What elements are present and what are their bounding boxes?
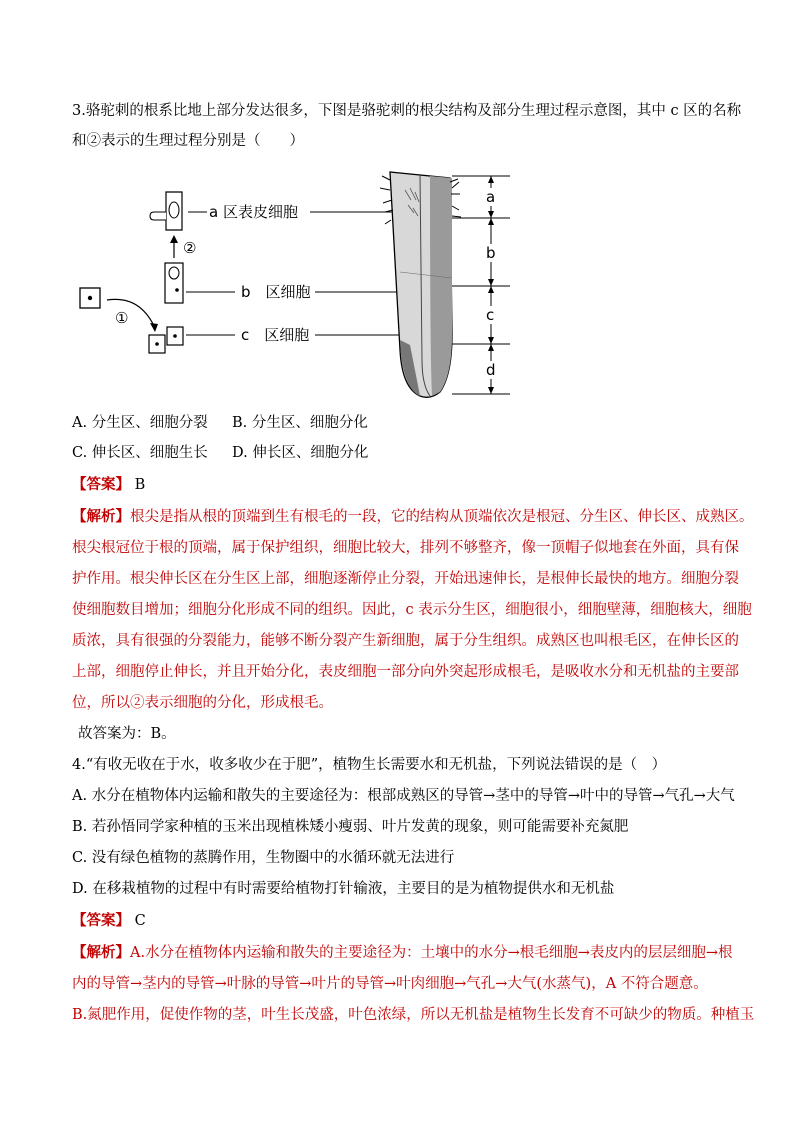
q3-answer-tag: 【答案】 (72, 476, 130, 493)
q4-analysis-line1: 【解析】A.水分在植物体内运输和散失的主要途径为：土壤中的水分→根毛细胞→表皮内的层层细胞→根 (72, 944, 733, 961)
q3-analysis-line4: 使细胞数目增加；细胞分化形成不同的组织。因此，c 表示分生区，细胞很小，细胞壁薄，细胞核大，细胞 (72, 602, 752, 618)
label-c-cell: c 区细胞 (241, 326, 310, 344)
zone-c-label: c (486, 306, 495, 324)
q3-analysis-line5: 质浓，具有很强的分裂能力，能够不断分裂产生新细胞，属于分生组织。成熟区也叫根毛区，在伸长区的 (72, 633, 739, 649)
q3-option-d: D. 伸长区、细胞分化 (232, 445, 369, 461)
label-num2: ② (183, 239, 197, 257)
zone-b-label: b (486, 244, 496, 262)
q4-analysis-tag: 【解析】 (72, 944, 130, 961)
q3-analysis-line6: 上部，细胞停止伸长，并且开始分化，表皮细胞一部分向外突起形成根毛，是吸收水分和无机盐的主要部 (72, 664, 739, 680)
q4-option-b: B. 若孙悟同学家种植的玉米出现植株矮小瘦弱、叶片发黄的现象，则可能需要补充氮肥 (72, 819, 629, 835)
q4-option-d: D. 在移栽植物的过程中有时需要给植物打针输液，主要目的是为植物提供水和无机盐 (72, 881, 615, 897)
q4-option-a: A. 水分在植物体内运输和散失的主要途径为：根部成熟区的导管→茎中的导管→叶中的导管→气孔→大气 (72, 788, 735, 804)
cell-b (165, 263, 183, 303)
zone-a-label: a (486, 188, 496, 206)
q3-stem-line2: 和②表示的生理过程分别是（ ） (72, 133, 304, 149)
q4-analysis-line3: B.氮肥作用，促使作物的茎，叶生长茂盛，叶色浓绿，所以无机盐是植物生长发育不可缺少的物质。种植玉 (72, 1007, 755, 1023)
q3-stem-line1: 3.骆驼刺的根系比地上部分发达很多，下图是骆驼刺的根尖结构及部分生理过程示意图，其中 c 区的名称 (72, 103, 742, 119)
q4-analysis-line2: 内的导管→茎内的导管→叶脉的导管→叶片的导管→叶肉细胞→气孔→大气(水蒸气)，A 不符合题意。 (72, 976, 708, 992)
zone-d-label: d (486, 361, 496, 379)
q3-analysis-line3: 护作用。根尖伸长区在分生区上部，细胞逐渐停止分裂，开始迅速伸长，是根伸长最快的地方。细胞分裂 (72, 571, 739, 587)
cell-a (166, 192, 182, 230)
q3-analysis-line7: 位，所以②表示细胞的分化，形成根毛。 (72, 695, 333, 711)
label-num1: ① (115, 309, 129, 327)
root-tip-drawing (380, 172, 461, 397)
q4-answer-line (72, 911, 146, 931)
q3-answer-line (72, 475, 145, 495)
q3-option-a: A. 分生区、细胞分裂 (72, 415, 208, 431)
root-tip-figure (70, 160, 530, 405)
q4-option-c: C. 没有绿色植物的蒸腾作用，生物圈中的水循环就无法进行 (72, 850, 455, 866)
q3-analysis-tag: 【解析】 (72, 508, 130, 525)
q4-answer-value: C (134, 913, 146, 929)
label-a-cell: a 区表皮细胞 (209, 203, 298, 221)
q3-option-c: C. 伸长区、细胞生长 (72, 445, 208, 461)
q4-answer-tag: 【答案】 (72, 912, 130, 929)
label-b-cell: b 区细胞 (241, 283, 311, 301)
q3-answer-value: B (134, 477, 146, 493)
q3-option-b: B. 分生区、细胞分化 (232, 415, 368, 431)
q4-stem: 4.“有收无收在于水，收多收少在于肥”，植物生长需要水和无机盐，下列说法错误的是（ ） (72, 757, 667, 773)
q3-conclusion: 故答案为：B。 (78, 726, 176, 742)
q3-analysis-line2: 根尖根冠位于根的顶端，属于保护组织，细胞比较大，排列不够整齐，像一顶帽子似地套在外面，具有保 (72, 540, 739, 556)
q3-analysis-line1: 【解析】根尖是指从根的顶端到生有根毛的一段，它的结构从顶端依次是根冠、分生区、伸长区、成熟区。 (72, 508, 754, 525)
